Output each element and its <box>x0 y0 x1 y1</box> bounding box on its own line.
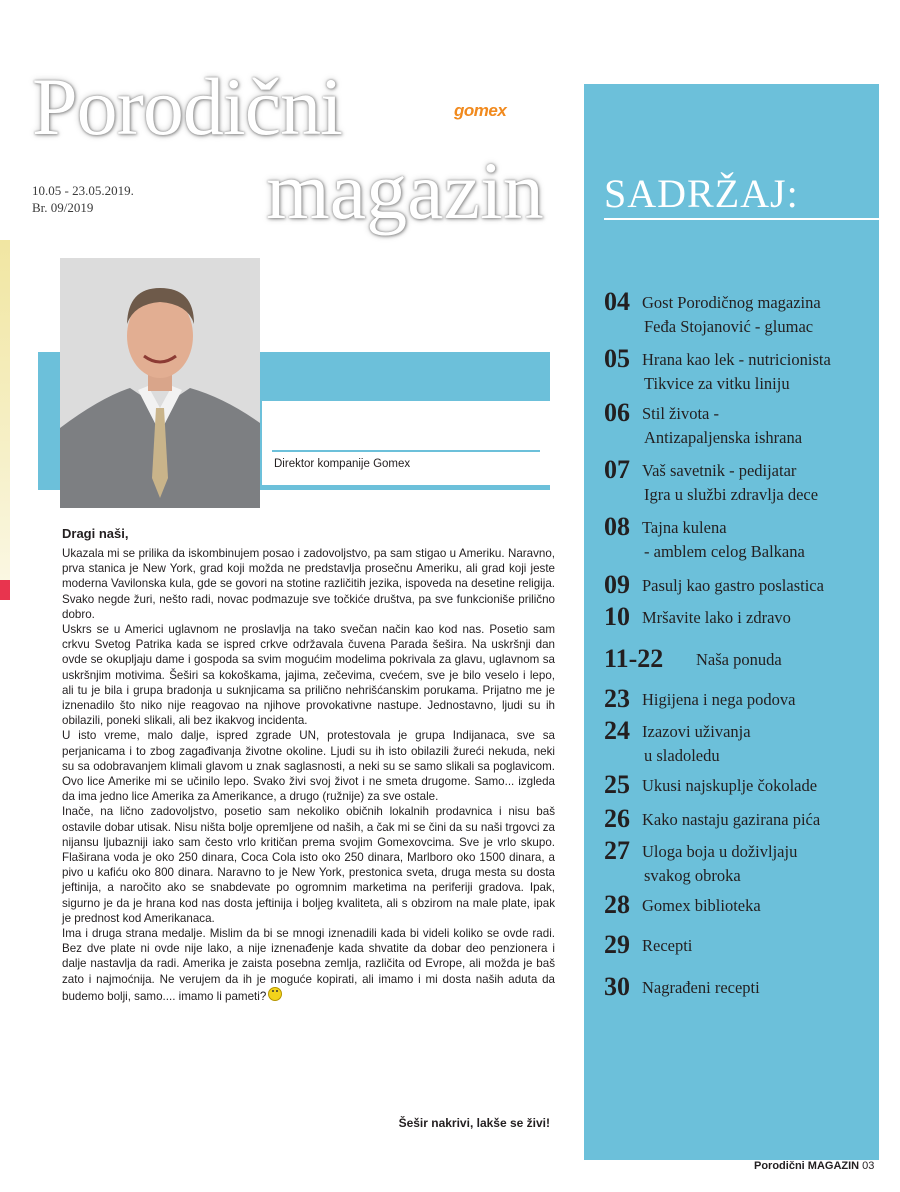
toc-item-title: Tikvice za vitku liniju <box>644 374 790 393</box>
issue-number: Br. 09/2019 <box>32 200 94 215</box>
toc-item-number: 11-22 <box>604 644 664 673</box>
toc-item-title: Mršavite lako i zdravo <box>642 608 791 627</box>
toc-item-title: Tajna kulena <box>642 518 727 537</box>
letter-paragraph: Inače, na lično zadovoljstvo, posetio sam nekoliko običnih lokalnih prodavnica i nisu baš ostavile dobar utisak. Nisu ništa bolje opremljene od naših, a čak mi se čini da su naši trgovci za nijansu ljubazniji iako sam često vrlo kritičan prema svojim Gomexovcima. Sve je vrlo skupo. Flaširana voda je oko 250 dinara, Coca Cola isto oko 250 dinara, Marlboro oko 1500 dinara, a pivo u kafiću oko 800 dinara. Naravno to je New York, prestonica sveta, druga mesta su dosta jeftinija, a naročito ako se snabdevate po ogromnim marketima na periferiji gradova. Ipak, sigurno je da je hrana kod nas dosta jeftinija i boljeg kvaliteta, ali s obzirom na male plate, ipak je prednost kod Amerikanaca. <box>62 805 555 925</box>
letter-paragraph: Ima i druga strana medalje. Mislim da bi se mnogi iznenadili kada bi videli koliko se ovde radi. Bez dve plate ni ovde nije lako, a nije iznenađenje kada shvatite da dobar deo penzionera i dalje nastavlja da radi. Amerika je zaista posebna zemlja, različita od Evrope, ali možda je baš zato i najmoćnija. Ne verujem da ih je moguće kopirati, ali imamo i mi dosta naših aduta da budemo bolji, samo.... imamo li pameti? <box>62 927 555 1003</box>
magazine-title: Porodični <box>32 61 342 152</box>
letter-signoff: Šešir nakrivi, lakše se živi! <box>398 1116 550 1130</box>
toc-item-number: 30 <box>604 972 630 1001</box>
toc-item-title: Pasulj kao gastro poslastica <box>642 576 824 595</box>
toc-item-title: Vaš savetnik - pedijatar <box>642 461 797 480</box>
toc-item-title: Izazovi uživanja <box>642 722 751 741</box>
toc-item-number: 07 <box>604 455 630 484</box>
toc-item-number: 05 <box>604 344 630 373</box>
toc-divider <box>604 218 880 220</box>
letter-body <box>62 546 555 1004</box>
toc-item-title: Naša ponuda <box>696 650 782 669</box>
toc-item-number: 04 <box>604 287 630 316</box>
letter-greeting: Dragi naši, <box>62 526 129 541</box>
toc-item-title: Hrana kao lek - nutricionista <box>642 350 831 369</box>
toc-item-number: 08 <box>604 512 630 541</box>
toc-item-title: Recepti <box>642 936 693 955</box>
magazine-subtitle: magazin <box>266 145 544 236</box>
smiley-icon <box>268 987 282 1001</box>
page-footer <box>754 1160 874 1172</box>
letter-paragraph-last <box>62 926 555 1004</box>
toc-item-title: Gost Porodičnog magazina <box>642 293 821 312</box>
toc-item-title: Kako nastaju gazirana pića <box>642 810 821 829</box>
toc-item-title: Ukusi najskuplje čokolade <box>642 776 818 795</box>
toc-item-number: 29 <box>604 930 630 959</box>
toc-item-number: 27 <box>604 836 630 865</box>
toc-item-title: Feđa Stojanović - glumac <box>644 317 814 336</box>
author-role: Direktor kompanije Gomex <box>274 458 411 470</box>
issue-date: 10.05 - 23.05.2019. <box>32 183 134 198</box>
letter-paragraph: Uskrs se u Americi uglavnom ne proslavlja na tako svečan način kao kod nas. Posetio sam crkvu Svetog Patrika kada se ispred crkve održavala čuvena Parada šešira. Na uskršnji dan ovde se okupljaju dame i gospoda sa svim mogućim modelima pokrivala za glavu, uglavnom sa uskršnjim motivima. Šeširi sa kokoškama, jajima, zečevima, cvećem, sve je bilo veselo i lepo, ali tu je bila i grupa bradonja u suknjicama sa prilično nehrišćanskim porukama. Prijatno me je iznenadilo što niko nije reagovao na njihove provokativne nastupe. Jednostavno, ljudi su ih obilazili, poneki slikali, ali bez ikakvog incidenta. <box>62 623 555 728</box>
footer-label: Porodični MAGAZIN <box>754 1160 860 1172</box>
toc-item-number: 26 <box>604 804 630 833</box>
toc-item-title: Stil života - <box>642 404 719 423</box>
toc-item-number: 06 <box>604 398 630 427</box>
toc-item-title: Nagrađeni recepti <box>642 978 760 997</box>
edge-decoration-red <box>0 580 10 600</box>
edge-decoration <box>0 240 10 600</box>
toc-item-title: - amblem celog Balkana <box>644 542 805 561</box>
page-number: 03 <box>862 1160 875 1172</box>
letter-paragraph: U isto vreme, malo dalje, ispred zgrade UN, protestovala je grupa Indijanaca, sve sa perjanicama i to zbog zagađivanja životne okoline. Ljudi su ih isto obilazili žureći nekuda, neki su sa odobravanjem klimali glavom u znak saglasnosti, a neki su se samo slikali sa poglavicom. Ovo lice Amerike mi se učinilo lepo. Svako živi svoj život i ne smeta drugome. Samo... izgleda da ima jedno lice Amerika za Amerikance, a drugo (ružnije) za sve ostale. <box>62 729 555 804</box>
toc-title: SADRŽAJ: <box>604 171 799 216</box>
toc-item-number: 28 <box>604 890 630 919</box>
author-photo <box>60 258 260 508</box>
toc-item-title: Uloga boja u doživljaju <box>642 842 798 861</box>
letter-paragraph: Ukazala mi se prilika da iskombinujem posao i zadovoljstvo, pa sam stigao u Ameriku. Naravno, prva stanica je New York, grad koji možda ne predstavlja prosečnu Ameriku, ali grad koji jeste moderna Vavilonska kula, gde se govori na stotine različitih jezika, ispoveda na desetine religija. Svako negde žuri, nešto radi, novac podmazuje sve točkiće društva, pa sve funkcioniše prilično dobro. <box>62 547 555 621</box>
toc-item-title: Igra u službi zdravlja dece <box>644 485 819 504</box>
toc-item-title: Higijena i nega podova <box>642 690 796 709</box>
toc-item-number: 25 <box>604 770 630 799</box>
author-name: Goran Kovačević <box>274 404 506 441</box>
toc-item-number: 10 <box>604 602 630 631</box>
toc-item-number: 09 <box>604 570 630 599</box>
toc-item-title: svakog obroka <box>644 866 741 885</box>
divider <box>272 450 540 452</box>
gomex-logo: gomex <box>454 101 507 120</box>
toc-item-number: 24 <box>604 716 630 745</box>
toc-item-number: 23 <box>604 684 630 713</box>
toc-item-title: Antizapaljenska ishrana <box>644 428 803 447</box>
toc-item-title: Gomex biblioteka <box>642 896 761 915</box>
toc-item-title: u sladoledu <box>644 746 720 765</box>
